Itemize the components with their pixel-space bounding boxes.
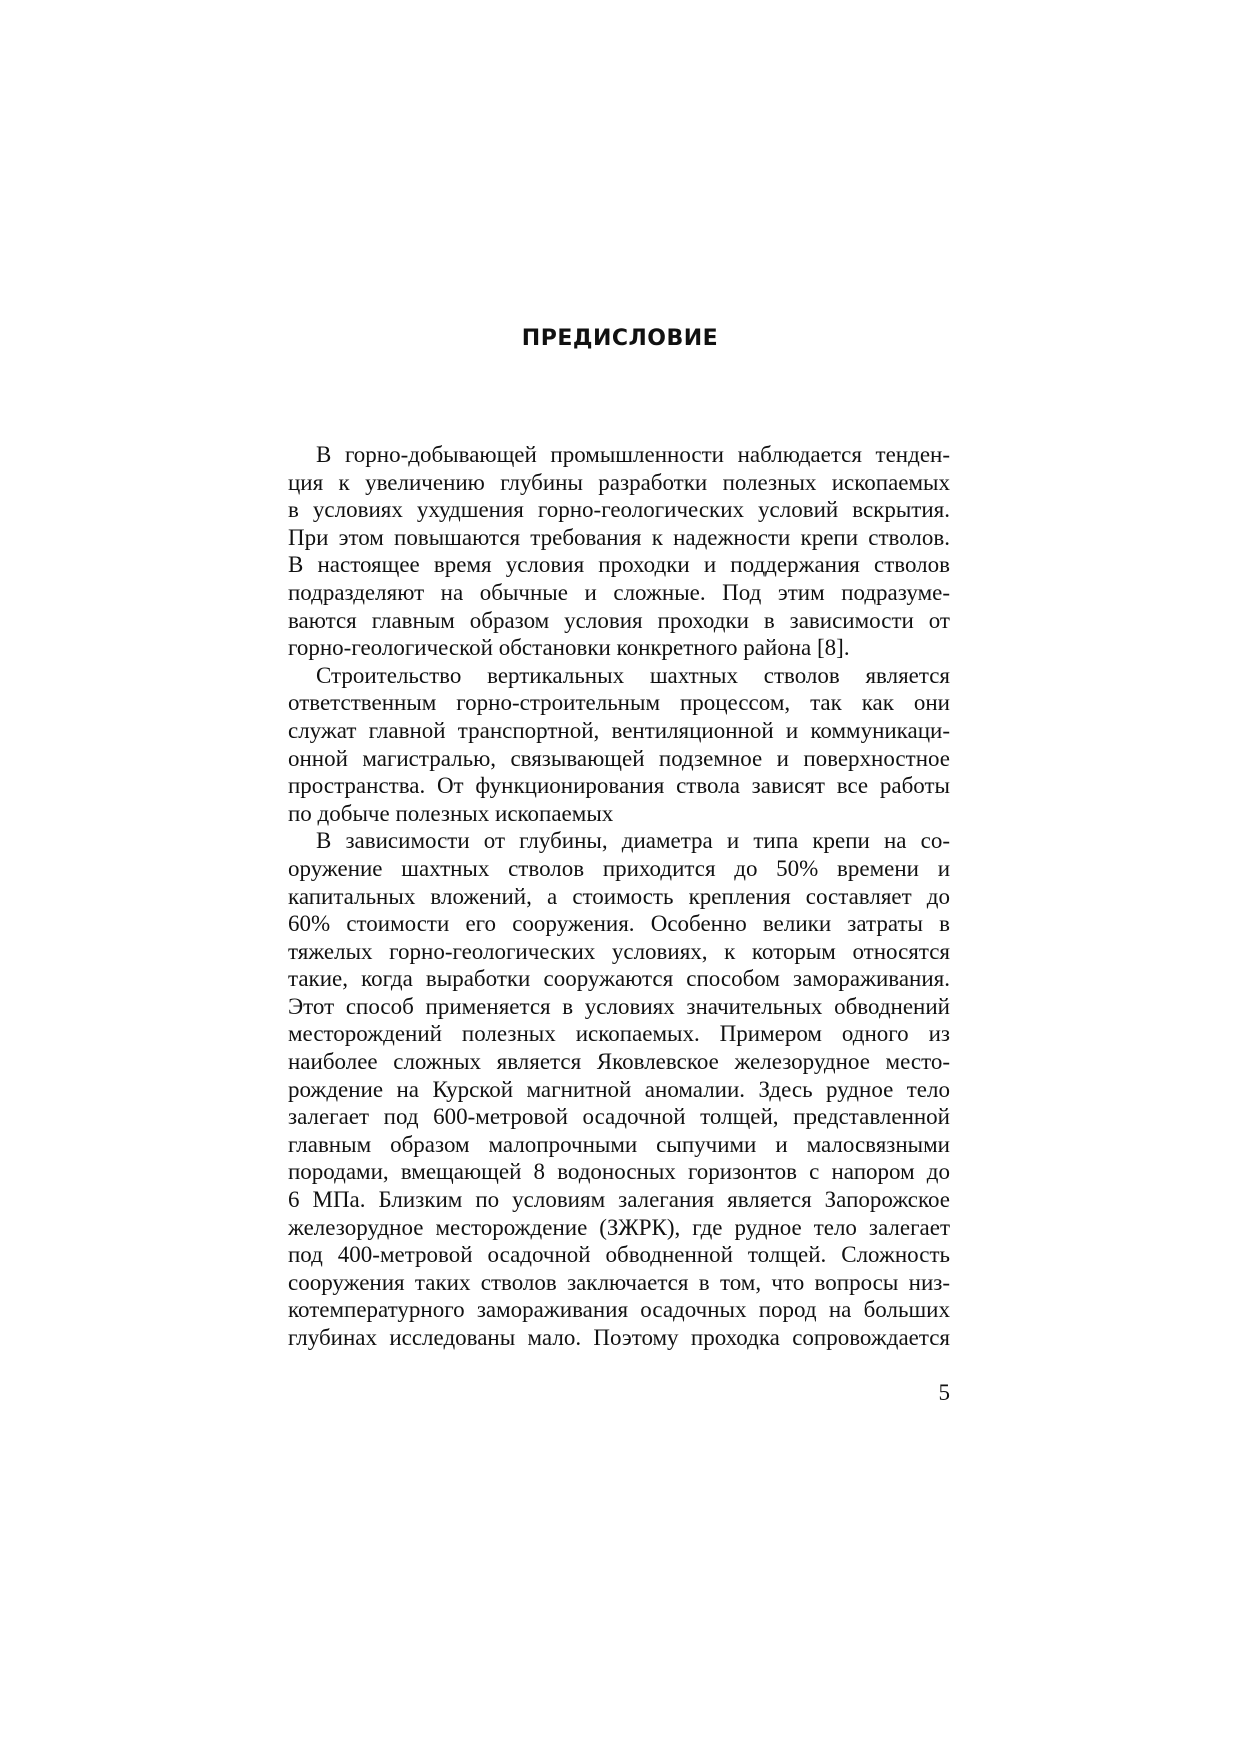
text-line: ция к увеличению глубины разработки полезных ископаемых [288, 469, 950, 495]
text-line: главным образом малопрочными сыпучими и малосвязными [288, 1131, 950, 1157]
text-line: оружение шахтных стволов приходится до 50% времени и [288, 855, 950, 881]
text-line: 60% стоимости его сооружения. Особенно велики затраты в [288, 911, 950, 937]
text-line: в условиях ухудшения горно-геологических условий вскрытия. [288, 497, 950, 523]
text-line: онной магистралью, связывающей подземное и поверхностное [288, 745, 950, 771]
page-title: ПРЕДИСЛОВИЕ [521, 326, 719, 351]
body-text [288, 441, 950, 1352]
text-line: При этом повышаются требования к надежности крепи стволов. [288, 524, 950, 550]
text-line: сооружения таких стволов заключается в том, что вопросы низ- [288, 1269, 950, 1295]
text-line: наиболее сложных является Яковлевское железорудное место- [288, 1049, 950, 1075]
text-line: подразделяют на обычные и сложные. Под этим подразуме- [288, 579, 950, 605]
text-line: железорудное месторождение (ЗЖРК), где рудное тело залегает [288, 1214, 950, 1240]
text-line: тяжелых горно-геологических условиях, к которым относятся [288, 938, 950, 964]
paragraph [288, 441, 950, 662]
text-line: В настоящее время условия проходки и поддержания стволов [288, 552, 950, 578]
page-number: 5 [938, 1380, 950, 1405]
text-line: такие, когда выработки сооружаются способом замораживания. [288, 966, 950, 992]
text-line: Строительство вертикальных шахтных стволов является [316, 662, 950, 688]
text-line: рождение на Курской магнитной аномалии. Здесь рудное тело [288, 1076, 950, 1102]
text-line: породами, вмещающей 8 водоносных горизонтов с напором до [288, 1159, 950, 1185]
text-line: ваются главным образом условия проходки в зависимости от [288, 607, 950, 633]
text-line: глубинах исследованы мало. Поэтому проходка сопровождается [288, 1325, 950, 1350]
text-line: ответственным горно-строительным процессом, так как они [288, 690, 950, 716]
paragraph [288, 827, 950, 1351]
text-line: Этот способ применяется в условиях значительных обводнений [288, 993, 950, 1019]
text-line: котемпературного замораживания осадочных пород на больших [288, 1297, 950, 1323]
text-line: 6 МПа. Близким по условиям залегания является Запорожское [288, 1187, 950, 1213]
text-line: служат главной транспортной, вентиляционной и коммуникаци- [288, 717, 950, 743]
text-line: месторождений полезных ископаемых. Примером одного из [288, 1021, 950, 1047]
text-line: пространства. От функционирования ствола зависят все работы [288, 773, 950, 799]
text-line: залегает под 600-метровой осадочной толщей, представленной [288, 1104, 950, 1130]
text-line: под 400-метровой осадочной обводненной толщей. Сложность [288, 1242, 950, 1268]
text-line: по добыче полезных ископаемых [288, 800, 614, 826]
text-line: капитальных вложений, а стоимость крепления составляет до [288, 883, 950, 909]
paragraph [288, 662, 950, 828]
text-line: В горно-добывающей промышленности наблюдается тенден- [316, 442, 950, 467]
text-line: горно-геологической обстановки конкретного района [8]. [288, 635, 850, 661]
text-line: В зависимости от глубины, диаметра и типа крепи на со- [316, 828, 950, 854]
